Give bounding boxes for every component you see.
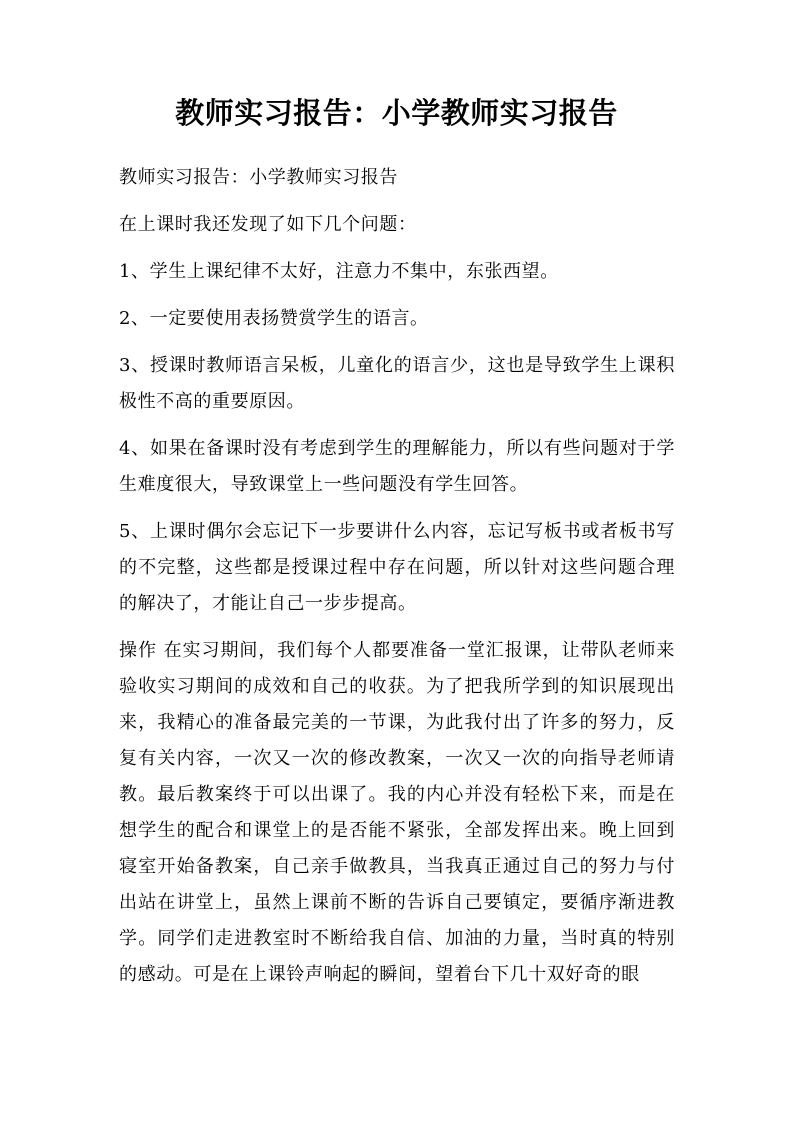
- problem-item-3: 3、授课时教师语言呆板，儿童化的语言少，这也是导致学生上课积极性不高的重要原因。: [119, 355, 675, 412]
- problem-item-1: 1、学生上课纪律不太好，注意力不集中，东张西望。: [119, 261, 559, 282]
- problem-item-4: 4、如果在备课时没有考虑到学生的理解能力，所以有些问题对于学生难度很大，导致课堂上一些问题没有学生回答。: [119, 438, 675, 495]
- operation-paragraph: 操作 在实习期间，我们每个人都要准备一堂汇报课，让带队老师来验收实习期间的成效和自己的收获。为了把我所学到的知识展现出来，我精心的准备最完美的一节课，为此我付出了许多的努力，反复有关内容，一次又一次的修改教案，一次又一次的向指导老师请教。最后教案终于可以出课了。我的内心并没有轻松下来，而是在想学生的配合和课堂上的是否能不紧张，全部发挥出来。晚上回到寝室开始备教案，自己亲手做教具，当我真正通过自己的努力与付出站在讲堂上，虽然上课前不断的告诉自己要镇定，要循序渐进教学。同学们走进教室时不断给我自信、加油的力量，当时真的特别的感动。可是在上课铃声响起的瞬间，望着台下几十双好奇的眼: [119, 640, 675, 985]
- document-title: 教师实习报告：小学教师实习报告: [175, 96, 618, 130]
- problem-item-5: 5、上课时偶尔会忘记下一步要讲什么内容，忘记写板书或者板书写的不完整，这些都是授课过程中存在问题，所以针对这些问题合理的解决了，才能让自己一步步提高。: [119, 521, 675, 614]
- document-body: [119, 160, 675, 1004]
- intro-paragraph: 在上课时我还发现了如下几个问题：: [119, 214, 417, 235]
- subtitle-paragraph: 教师实习报告：小学教师实习报告: [119, 167, 398, 188]
- problem-item-2: 2、一定要使用表扬赞赏学生的语言。: [119, 308, 429, 329]
